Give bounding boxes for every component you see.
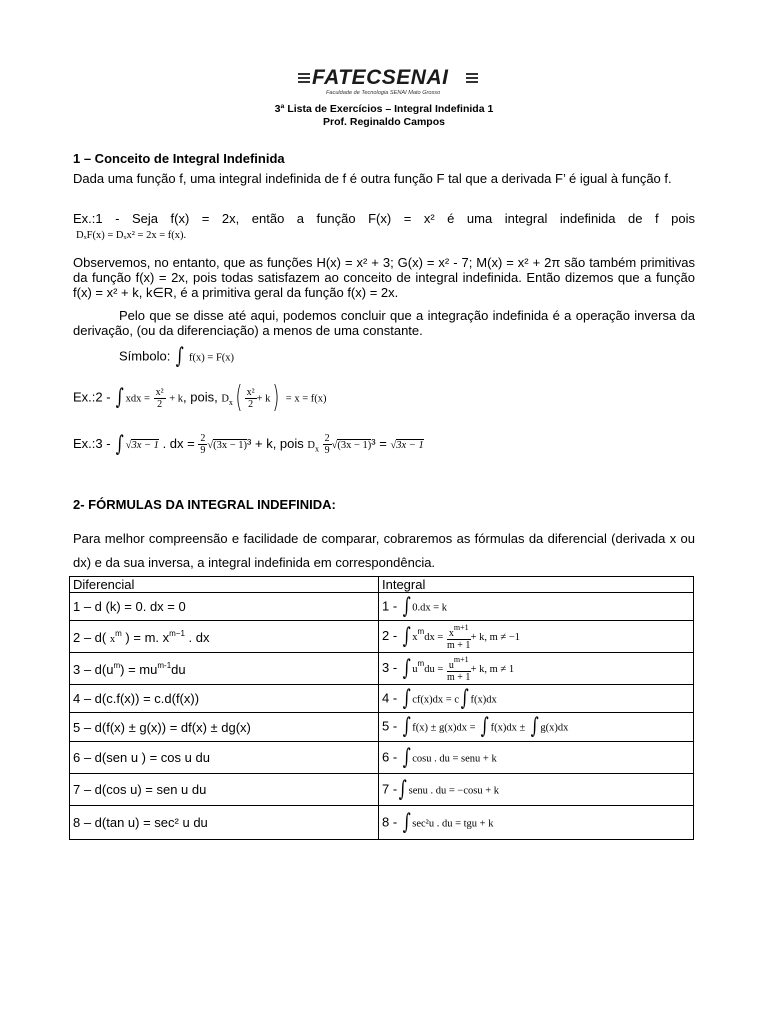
logo-tagline: Faculdade de Tecnologia SENAI Mato Grosso	[326, 90, 441, 96]
table-row: 6 – d(sen u ) = cos u du 6 - ∫ cosu . du = senu + k	[70, 742, 694, 774]
table-row: 2 – d( $x^m$ ) = m. $x^{m-1}$ . dx 2 - ∫ $x^mdx$ = $\frac{x^{m+1}}{m + 1}$ + k, m ≠ −1	[70, 621, 694, 653]
document-title: 3ª Lista de Exercícios – Integral Indefinida 1	[274, 103, 494, 115]
example3-line: Ex.:3 - ∫ √3x − 1 . dx = $\frac{2}{9}$ √(3x − 1)³ + k, pois $D_x$ $\frac{2}{9}$ √(3x − 1)³ = √3x − 1	[73, 431, 424, 457]
column-header-differential: Diferencial	[70, 577, 379, 593]
logo-lines-right	[466, 73, 478, 85]
example1-math: DₓF(x) = Dₓx² = 2x = f(x).	[76, 230, 187, 241]
example1-line: Ex.:1 - Seja f(x) = 2x, então a função F(x) = x² é uma integral indefinida de f pois	[73, 211, 695, 226]
table-row: 1 – d (k) = 0. dx = 0 1 - ∫ 0.dx = k	[70, 593, 694, 621]
table-row: 7 – d(cos u) = sen u du 7 -∫ senu . du = −cosu + k	[70, 774, 694, 806]
table-row: 5 – d(f(x) ± g(x)) = df(x) ± dg(x) 5 - ∫ f(x) ± g(x)dx = ∫ f(x)dx ± ∫ g(x)dx	[70, 713, 694, 742]
table-row: 4 – d(c.f(x)) = c.d(f(x)) 4 - ∫ cf(x)dx = c∫ f(x)dx	[70, 685, 694, 713]
document-author: Prof. Reginaldo Campos	[323, 116, 445, 128]
symbol-line: Símbolo: ∫ f(x) = F(x)	[119, 344, 235, 369]
table-row: 8 – d(tan u) = sec² u du 8 - ∫ sec²u . du = tgu + k	[70, 806, 694, 840]
logo-lines-left	[298, 73, 310, 85]
fatec-senai-logo	[298, 68, 478, 102]
section2-intro: Para melhor compreensão e facilidade de comparar, cobraremos as fórmulas da diferencial (derivada x ou dx) e da sua inversa, a integral indefinida em correspondência.	[73, 531, 695, 570]
integral-sign-icon: ∫	[175, 344, 184, 369]
column-header-integral: Integral	[379, 577, 694, 593]
conclusion-paragraph: Pelo que se disse até aqui, podemos concluir que a integração indefinida é a operação inversa da derivação, (ou da diferenciação) a menos de uma constante.	[73, 308, 695, 338]
example2-line: Ex.:2 - ∫ xdx = $\frac{\text{x²}}{2}$ + k, pois, $D_x$( $\frac{\text{x²}}{2}$ + k) = x = f(x)	[73, 380, 327, 415]
integral-sign-icon: ∫	[115, 431, 124, 457]
integral-sign-icon: ∫	[115, 385, 124, 410]
formulas-table	[69, 576, 694, 840]
definition-paragraph: Dada uma função f, uma integral indefinida de f é outra função F tal que a derivada F’ é igual à função f.	[73, 171, 672, 186]
logo-text: FATECSENAI	[312, 66, 449, 89]
table-row: $3 - d(u^m) = mu^{m-1}du$ 3 - ∫ $u^mdu$ = $\frac{u^{m+1}}{m + 1}$ + k, m ≠ 1	[70, 653, 694, 685]
section2-heading: 2- FÓRMULAS DA INTEGRAL INDEFINIDA:	[73, 497, 336, 512]
observation-paragraph: Observemos, no entanto, que as funções H(x) = x² + 3; G(x) = x² - 7; M(x) = x² + 2π são também primitivas da função f(x) = 2x, pois todas satisfazem ao conceito de integral indefinida. Então dizemos que a função f(x) = x² + k, k∈R, é a primitiva geral da função f(x) = 2x.	[73, 255, 695, 300]
section1-heading: 1 – Conceito de Integral Indefinida	[73, 151, 285, 166]
table-header-row	[70, 577, 694, 593]
